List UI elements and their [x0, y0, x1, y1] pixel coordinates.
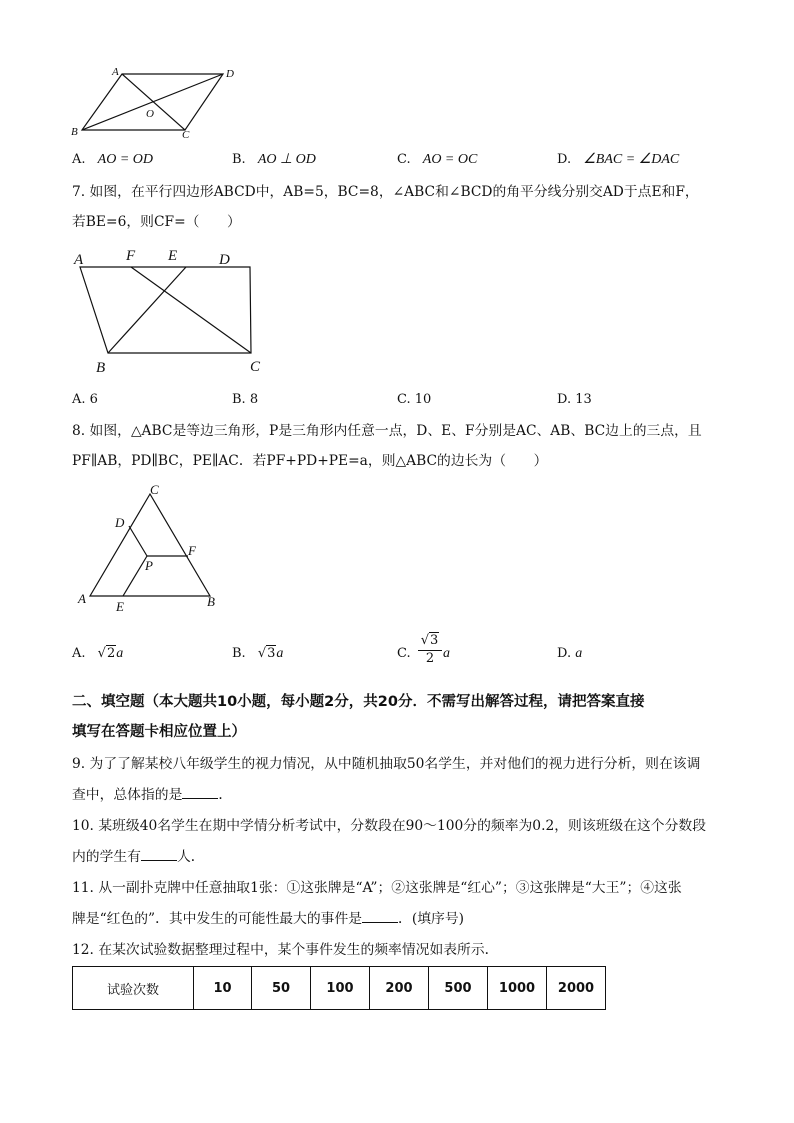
section2-heading-line1: 二、填空题（本大题共10小题，每小题2分，共20分．不需写出解答过程，请把答案直接	[72, 694, 645, 710]
q8-option-c-numerator: √3	[418, 632, 442, 651]
q9-line2	[72, 784, 232, 805]
q7-option-c-text: 10	[414, 392, 432, 407]
q8-option-d-text: a	[575, 646, 583, 661]
q7-option-a-text: 6	[89, 392, 98, 407]
q6-label-b: B	[71, 126, 78, 138]
q7-option-d-key: D.	[557, 392, 572, 407]
table-row	[73, 967, 606, 1010]
q6-option-c-text: AO = OC	[422, 152, 478, 167]
q7-option-c-key: C.	[397, 392, 411, 407]
q12-line1: 12. 在某次试验数据整理过程中，某个事件发生的频率情况如表所示．	[72, 942, 499, 958]
q7-option-d	[557, 390, 592, 410]
q11-line2-end: ．(填序号)	[398, 911, 464, 927]
q6-option-a-text: AO = OD	[97, 152, 154, 167]
q8-option-d-key: D.	[557, 646, 572, 661]
q12-table-cell: 500	[429, 967, 488, 1010]
q7-parallelogram-figure	[68, 240, 278, 380]
q12-table-cell: 50	[252, 967, 311, 1010]
q9-answer-blank[interactable]	[182, 784, 218, 799]
q8-option-b	[232, 644, 283, 664]
q8-label-f: F	[188, 543, 196, 558]
q7-label-f: F	[126, 248, 136, 264]
q6-label-a: A	[112, 66, 119, 78]
q6-label-c: C	[182, 129, 190, 141]
q8-stem-line1: 8. 如图，△ABC是等边三角形，P是三角形内任意一点，D、E、F分别是AC、AB、BC边上的三点，且	[72, 423, 702, 439]
q9-line2-end: ．	[218, 787, 233, 803]
q7-label-c: C	[250, 359, 261, 375]
q6-option-b	[232, 150, 316, 170]
q6-option-b-key: B.	[232, 152, 246, 167]
q7-label-a: A	[74, 252, 84, 268]
q8-stem-line2: PF∥AB，PD∥BC，PE∥AC．若PF+PD+PE=a，则△ABC的边长为（ ）	[72, 453, 548, 469]
q7-stem-line2: 若BE=6，则CF=（ ）	[72, 214, 241, 230]
q6-option-b-text: AO ⊥ OD	[257, 152, 316, 167]
q12-table-header-cell: 试验次数	[73, 967, 194, 1010]
q6-option-a-key: A.	[72, 152, 86, 167]
q7-option-a-key: A.	[72, 392, 86, 407]
q8-option-c-var: a	[443, 646, 450, 661]
q7-option-b-text: 8	[249, 392, 259, 407]
q8-option-a-var: a	[116, 646, 124, 661]
q12-table-cell: 200	[370, 967, 429, 1010]
q11-line1: 11. 从一副扑克牌中任意抽取1张：①这张牌是“A”；②这张牌是“红心”；③这张牌是“大王”；④这张	[72, 880, 682, 896]
q10-line1: 10. 某班级40名学生在期中学情分析考试中，分数段在90～100分的频率为0.2，则该班级在这个分数段	[72, 818, 706, 834]
q9-line1: 9. 为了了解某校八年级学生的视力情况，从中随机抽取50名学生，并对他们的视力进行分析，则在该调	[72, 756, 701, 772]
q9-line2-text: 查中，总体指的是	[72, 787, 183, 803]
q7-label-d: D	[219, 252, 230, 268]
q10-line2-end: 人．	[176, 849, 205, 865]
q7-option-b	[232, 390, 258, 410]
q7-option-c	[397, 390, 431, 410]
q7-option-d-text: 13	[575, 392, 592, 407]
q12-frequency-table	[72, 966, 606, 1010]
q10-line2-text: 内的学生有	[72, 849, 141, 865]
section2-heading-line2: 填写在答题卡相应位置上）	[72, 724, 246, 740]
q12-table-cell: 1000	[488, 967, 547, 1010]
q8-option-c-radicand: 3	[430, 633, 439, 648]
q12-table-cell: 2000	[547, 967, 606, 1010]
q6-option-d	[557, 150, 679, 170]
q6-parallelogram-figure	[60, 60, 240, 142]
q8-option-a-sqrt: √2	[97, 646, 116, 661]
q12-table-cell: 100	[311, 967, 370, 1010]
q8-label-e: E	[116, 599, 124, 614]
q8-option-a-key: A.	[72, 646, 86, 661]
q8-triangle-figure	[70, 478, 230, 618]
q8-option-b-key: B.	[232, 646, 246, 661]
q8-label-a: A	[78, 591, 86, 606]
q6-option-a	[72, 150, 153, 170]
q8-label-d: D	[115, 515, 125, 530]
q7-stem-line1: 7. 如图，在平行四边形ABCD中，AB=5，BC=8，∠ABC和∠BCD的角平分线分别交AD于点E和F，	[72, 184, 699, 200]
q8-option-c-key: C.	[397, 646, 411, 661]
q10-answer-blank[interactable]	[141, 846, 177, 861]
q6-label-d: D	[226, 68, 234, 80]
q8-label-b: B	[207, 594, 215, 609]
q8-option-a-radicand: 2	[106, 646, 116, 661]
q8-option-c-denominator: 2	[425, 651, 435, 666]
q8-label-p: P	[145, 558, 153, 573]
q12-table-cell: 10	[194, 967, 252, 1010]
q10-line2	[72, 846, 205, 867]
q6-label-o: O	[146, 108, 154, 120]
q6-option-c	[397, 150, 477, 170]
q7-label-e: E	[168, 248, 178, 264]
q6-option-d-key: D.	[557, 152, 572, 167]
q7-option-a	[72, 390, 98, 410]
q8-label-c: C	[150, 482, 159, 497]
q8-option-b-radicand: 3	[267, 646, 276, 661]
q8-option-b-var: a	[276, 646, 284, 661]
q11-line2	[72, 908, 464, 929]
q6-option-c-key: C.	[397, 152, 411, 167]
q8-option-a	[72, 644, 123, 664]
q11-line2-text: 牌是“红色的”．其中发生的可能性最大的事件是	[72, 911, 363, 927]
q7-option-b-key: B.	[232, 392, 246, 407]
q8-option-c-fraction	[418, 632, 442, 667]
q8-option-b-sqrt: √3	[257, 646, 276, 661]
q6-option-d-text: ∠BAC = ∠DAC	[583, 152, 680, 167]
q11-answer-blank[interactable]	[362, 908, 398, 923]
q7-label-b: B	[96, 360, 106, 376]
q8-option-d	[557, 644, 582, 664]
